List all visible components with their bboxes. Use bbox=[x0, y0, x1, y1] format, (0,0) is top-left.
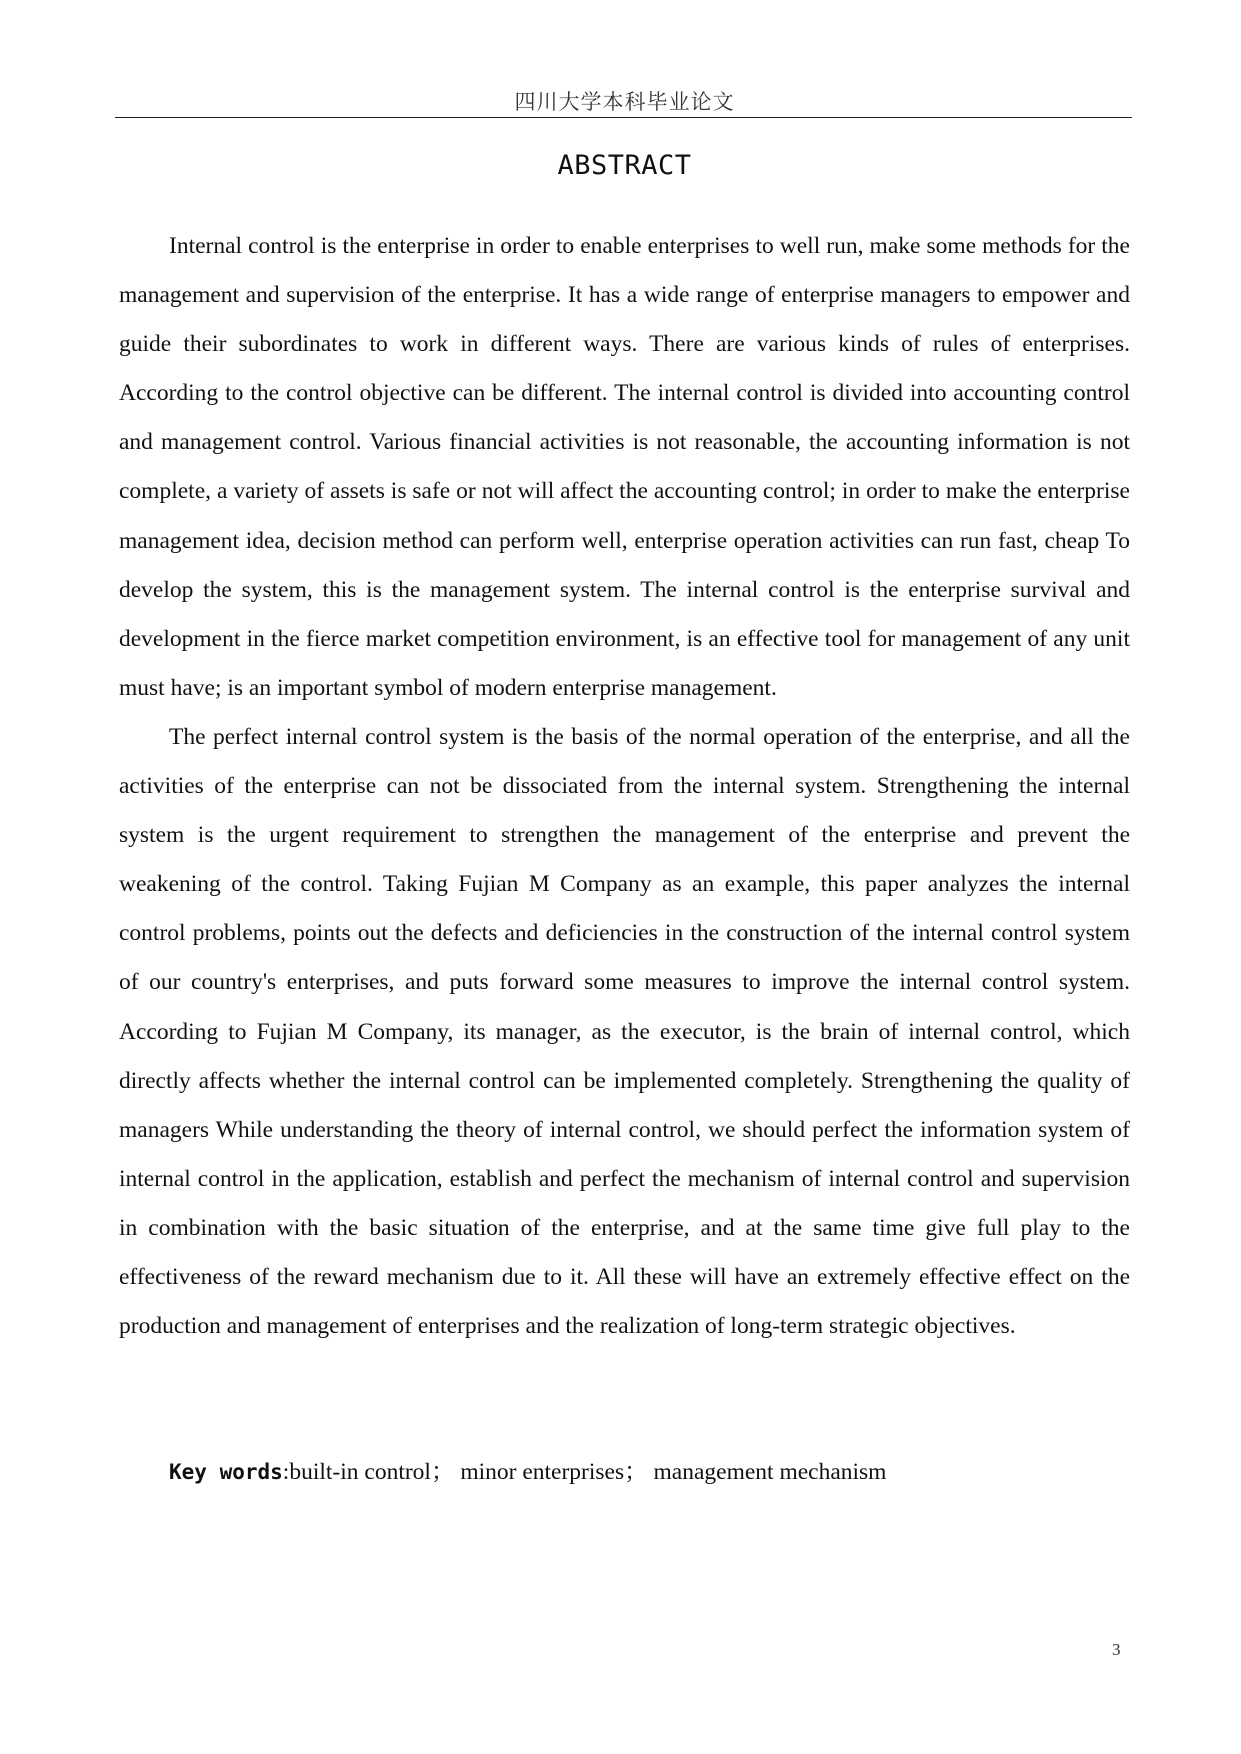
header-rule bbox=[115, 117, 1132, 118]
keywords-list: :built-in control； minor enterprises； management mechanism bbox=[282, 1459, 887, 1485]
abstract-title: ABSTRACT bbox=[557, 150, 692, 181]
page-number: 3 bbox=[1112, 1640, 1121, 1659]
keywords-line bbox=[169, 1457, 886, 1487]
abstract-body bbox=[119, 222, 1130, 1351]
running-header: 四川大学本科毕业论文 bbox=[514, 90, 735, 114]
abstract-paragraph-1: Internal control is the enterprise in order to enable enterprises to well run, make some methods for the management and supervision of the enterprise. It has a wide range of enterprise managers to empower and guide their subordinates to work in different ways. There are various kinds of rules of enterprises. According to the control objective can be different. The internal control is divided into accounting control and management control. Various financial activities is not reasonable, the accounting information is not complete, a variety of assets is safe or not will affect the accounting control; in order to make the enterprise management idea, decision method can perform well, enterprise operation activities can run fast, cheap To develop the system, this is the management system. The internal control is the enterprise survival and development in the fierce market competition environment, is an effective tool for management of any unit must have; is an important symbol of modern enterprise management. bbox=[119, 233, 1130, 701]
keywords-label: Key words bbox=[169, 1460, 283, 1484]
abstract-paragraph-2: The perfect internal control system is the basis of the normal operation of the enterprise, and all the activities of the enterprise can not be dissociated from the internal system. Strengthening the internal system is the urgent requirement to strengthen the management of the enterprise and prevent the weakening of the control. Taking Fujian M Company as an example, this paper analyzes the internal control problems, points out the defects and deficiencies in the construction of the internal control system of our country's enterprises, and puts forward some measures to improve the internal control system. According to Fujian M Company, its manager, as the executor, is the brain of internal control, which directly affects whether the internal control can be implemented completely. Strengthening the quality of managers While understanding the theory of internal control, we should perfect the information system of internal control in the application, establish and perfect the mechanism of internal control and supervision in combination with the basic situation of the enterprise, and at the same time give full play to the effectiveness of the reward mechanism due to it. All these will have an extremely effective effect on the production and management of enterprises and the realization of long-term strategic objectives. bbox=[119, 723, 1130, 1340]
